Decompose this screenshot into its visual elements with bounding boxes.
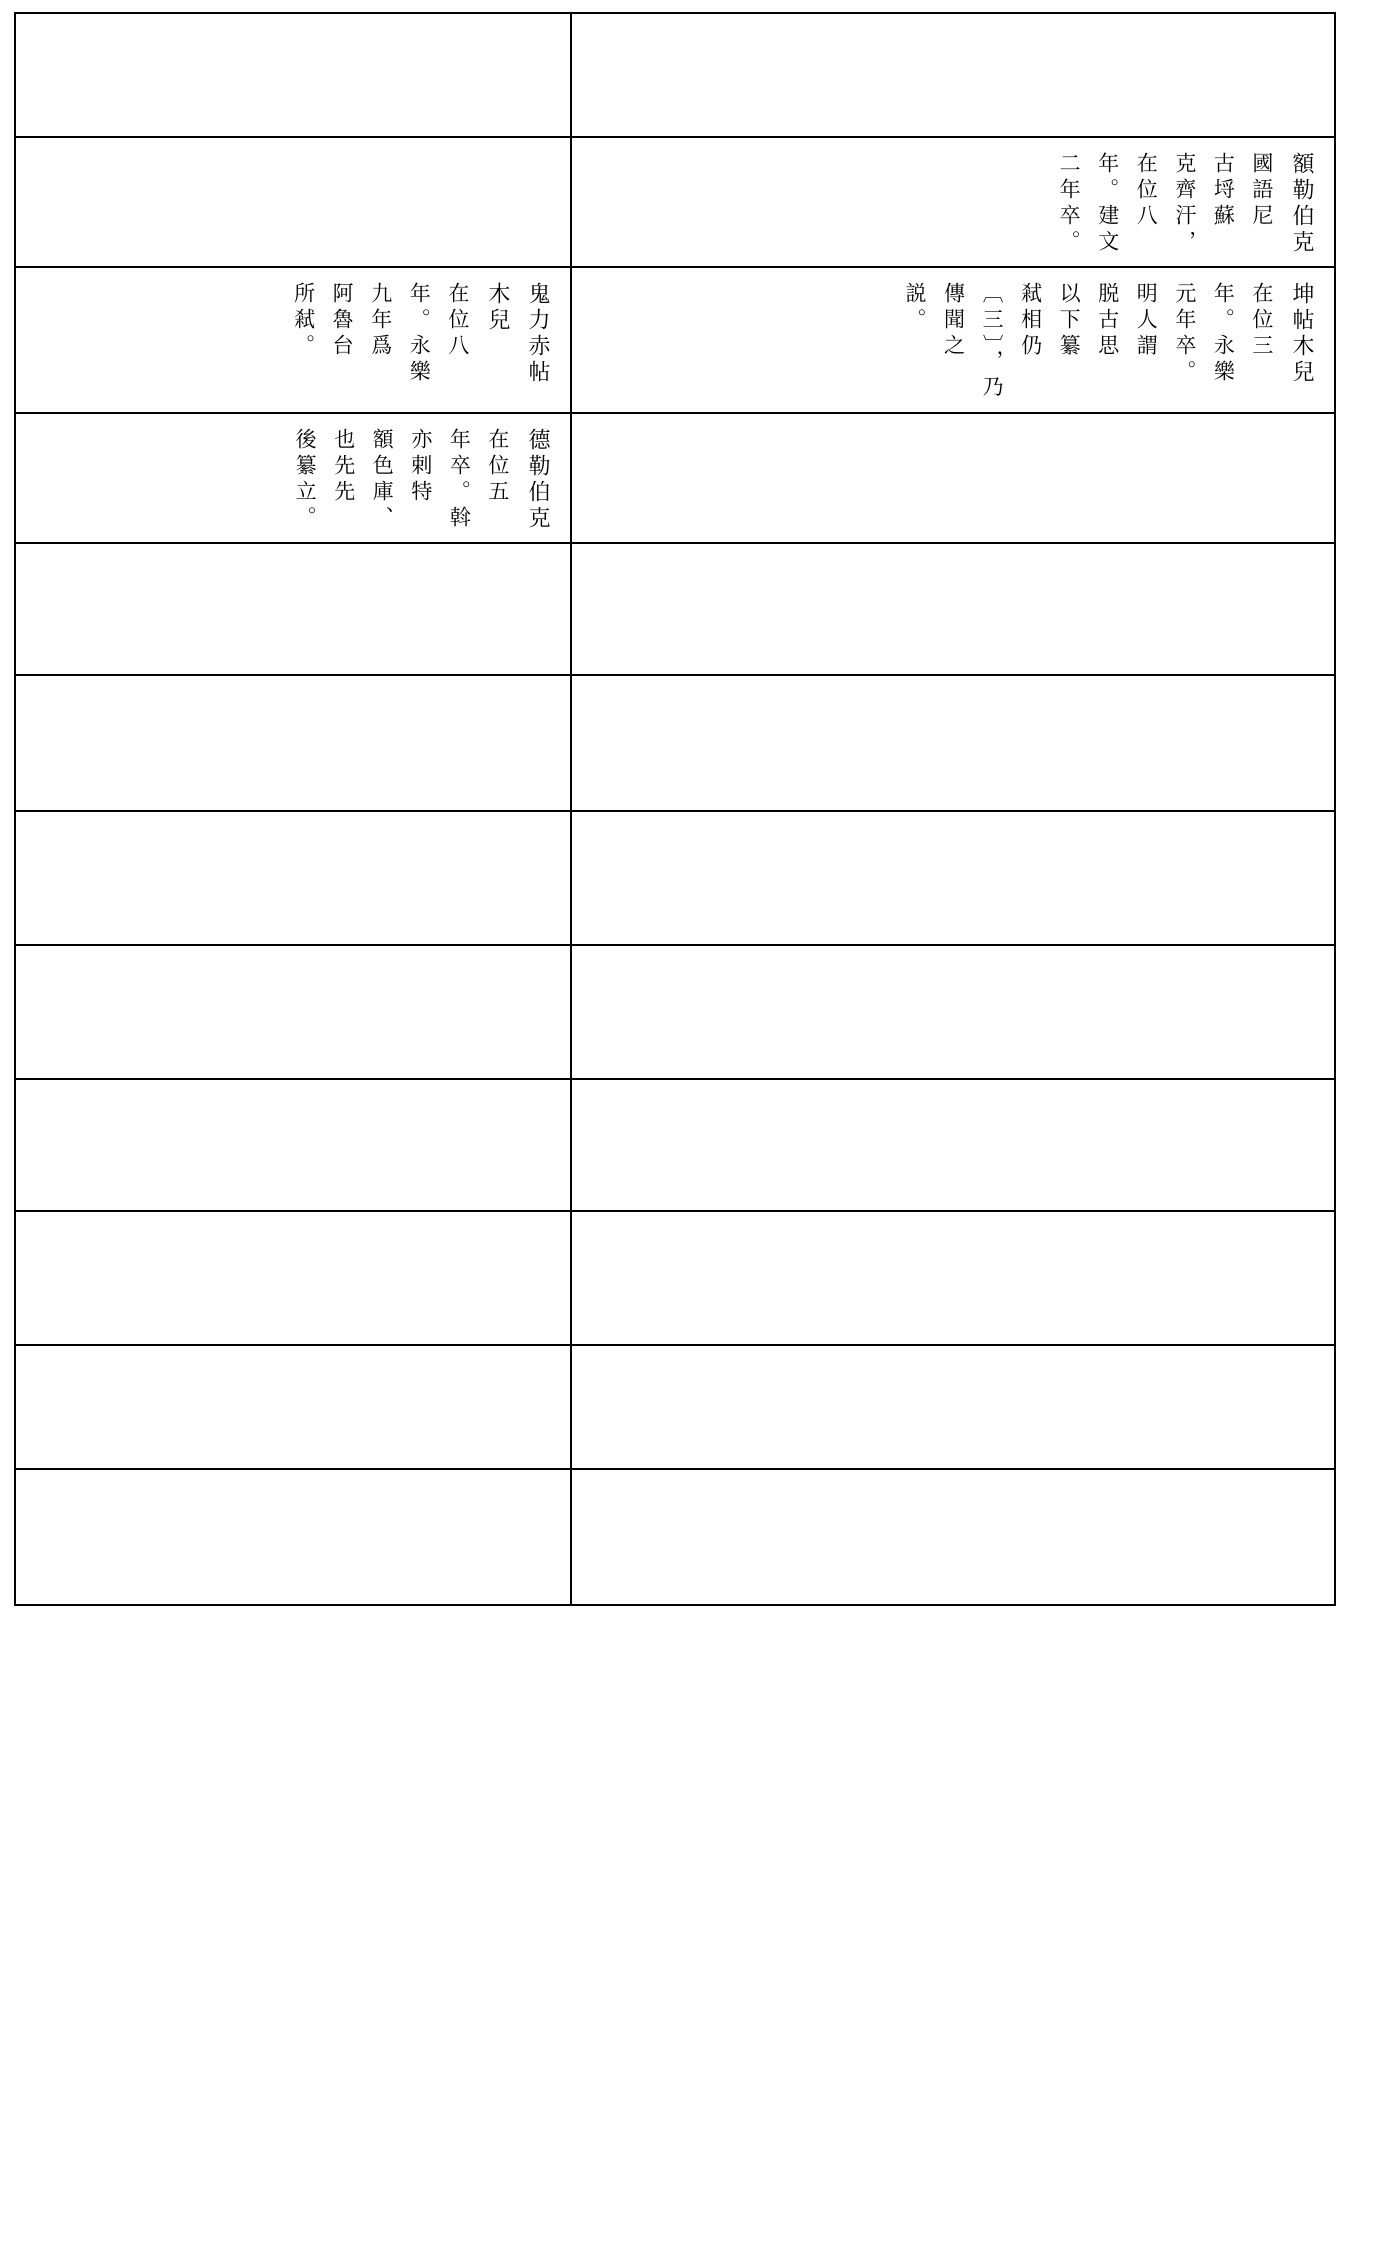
- table-row: [15, 1345, 1335, 1469]
- entry-name: 鬼力赤帖: [525, 282, 550, 386]
- entry-line: 元年卒。: [1172, 282, 1197, 386]
- cell-right-4: [571, 543, 1335, 675]
- cell-left-5: [15, 675, 571, 811]
- entry-line: 額色庫、: [370, 427, 395, 532]
- table-row: [15, 1079, 1335, 1211]
- entry-line: 亦剌特: [408, 427, 433, 506]
- cell-right-3: [571, 413, 1335, 543]
- cell-left-6: [15, 811, 571, 945]
- entry-line: 二年卒。: [1057, 152, 1082, 256]
- vertical-text-block: [16, 414, 570, 542]
- table-row: [15, 13, 1335, 137]
- entry-line: 也先先: [331, 427, 356, 506]
- cell-left-7: [15, 945, 571, 1079]
- cell-right-0: [571, 13, 1335, 137]
- cell-left-10: [15, 1345, 571, 1469]
- entry-line: 阿魯台: [330, 282, 355, 360]
- entry-line: 在位五: [485, 427, 510, 506]
- entry-name-cont: 木兒: [484, 282, 510, 334]
- cell-left-2: [15, 267, 571, 413]
- cell-right-6: [571, 811, 1335, 945]
- entry-line: 九年爲: [368, 282, 393, 360]
- cell-right-2: [571, 267, 1335, 413]
- cell-right-5: [571, 675, 1335, 811]
- entry-line: 以下纂: [1057, 282, 1082, 360]
- table-row: [15, 267, 1335, 413]
- table-row: [15, 811, 1335, 945]
- cell-right-8: [571, 1079, 1335, 1211]
- vertical-text-block: [16, 14, 570, 38]
- table-row: [15, 675, 1335, 811]
- cell-left-1: [15, 137, 571, 267]
- table-row: [15, 543, 1335, 675]
- vertical-text-block: [572, 414, 1334, 438]
- entry-line: 年。永樂: [1211, 282, 1236, 386]
- vertical-text-block: [572, 138, 1334, 266]
- entry-line: 在位八: [1134, 152, 1159, 230]
- table-row: [15, 137, 1335, 267]
- cell-right-7: [571, 945, 1335, 1079]
- table-body: [15, 13, 1335, 1605]
- entry-line: 所弒。: [291, 282, 316, 360]
- entry-name: 德勒伯克: [525, 427, 550, 532]
- cell-left-0: [15, 13, 571, 137]
- cell-right-9: [571, 1211, 1335, 1345]
- vertical-text-block: [572, 268, 1334, 412]
- entry-line: 傳聞之: [941, 282, 966, 360]
- entry-line: 〔三〕，乃: [980, 282, 1005, 402]
- table-row: [15, 1469, 1335, 1605]
- vertical-text-block: [572, 14, 1334, 38]
- entry-name: 坤帖木兒: [1289, 282, 1314, 386]
- table-row: [15, 413, 1335, 543]
- cell-left-3: [15, 413, 571, 543]
- vertical-text-block: [16, 138, 570, 162]
- cell-left-9: [15, 1211, 571, 1345]
- table-row: [15, 1211, 1335, 1345]
- cell-left-11: [15, 1469, 571, 1605]
- entry-line: 脱古思: [1095, 282, 1120, 360]
- genealogy-table: [14, 12, 1336, 1606]
- entry-line: 國語尼: [1249, 152, 1274, 230]
- table-row: [15, 945, 1335, 1079]
- entry-line: 年。建文: [1095, 152, 1120, 256]
- cell-right-11: [571, 1469, 1335, 1605]
- entry-line: 説。: [902, 282, 927, 334]
- cell-right-1: [571, 137, 1335, 267]
- cell-left-4: [15, 543, 571, 675]
- entry-line: 年卒。斡: [447, 427, 472, 532]
- vertical-text-block: [16, 268, 570, 396]
- entry-line: 年。永樂: [407, 282, 432, 386]
- entry-line: 在位三: [1249, 282, 1274, 360]
- entry-line: 弒相仍: [1018, 282, 1043, 360]
- cell-right-10: [571, 1345, 1335, 1469]
- entry-line: 後纂立。: [293, 427, 318, 532]
- cell-left-8: [15, 1079, 571, 1211]
- entry-line: 明人謂: [1134, 282, 1159, 360]
- entry-line: 克齊汗，: [1172, 152, 1197, 256]
- entry-name: 額勒伯克: [1289, 152, 1314, 256]
- entry-line: 古埒蘇: [1211, 152, 1236, 230]
- entry-line: 在位八: [445, 282, 470, 360]
